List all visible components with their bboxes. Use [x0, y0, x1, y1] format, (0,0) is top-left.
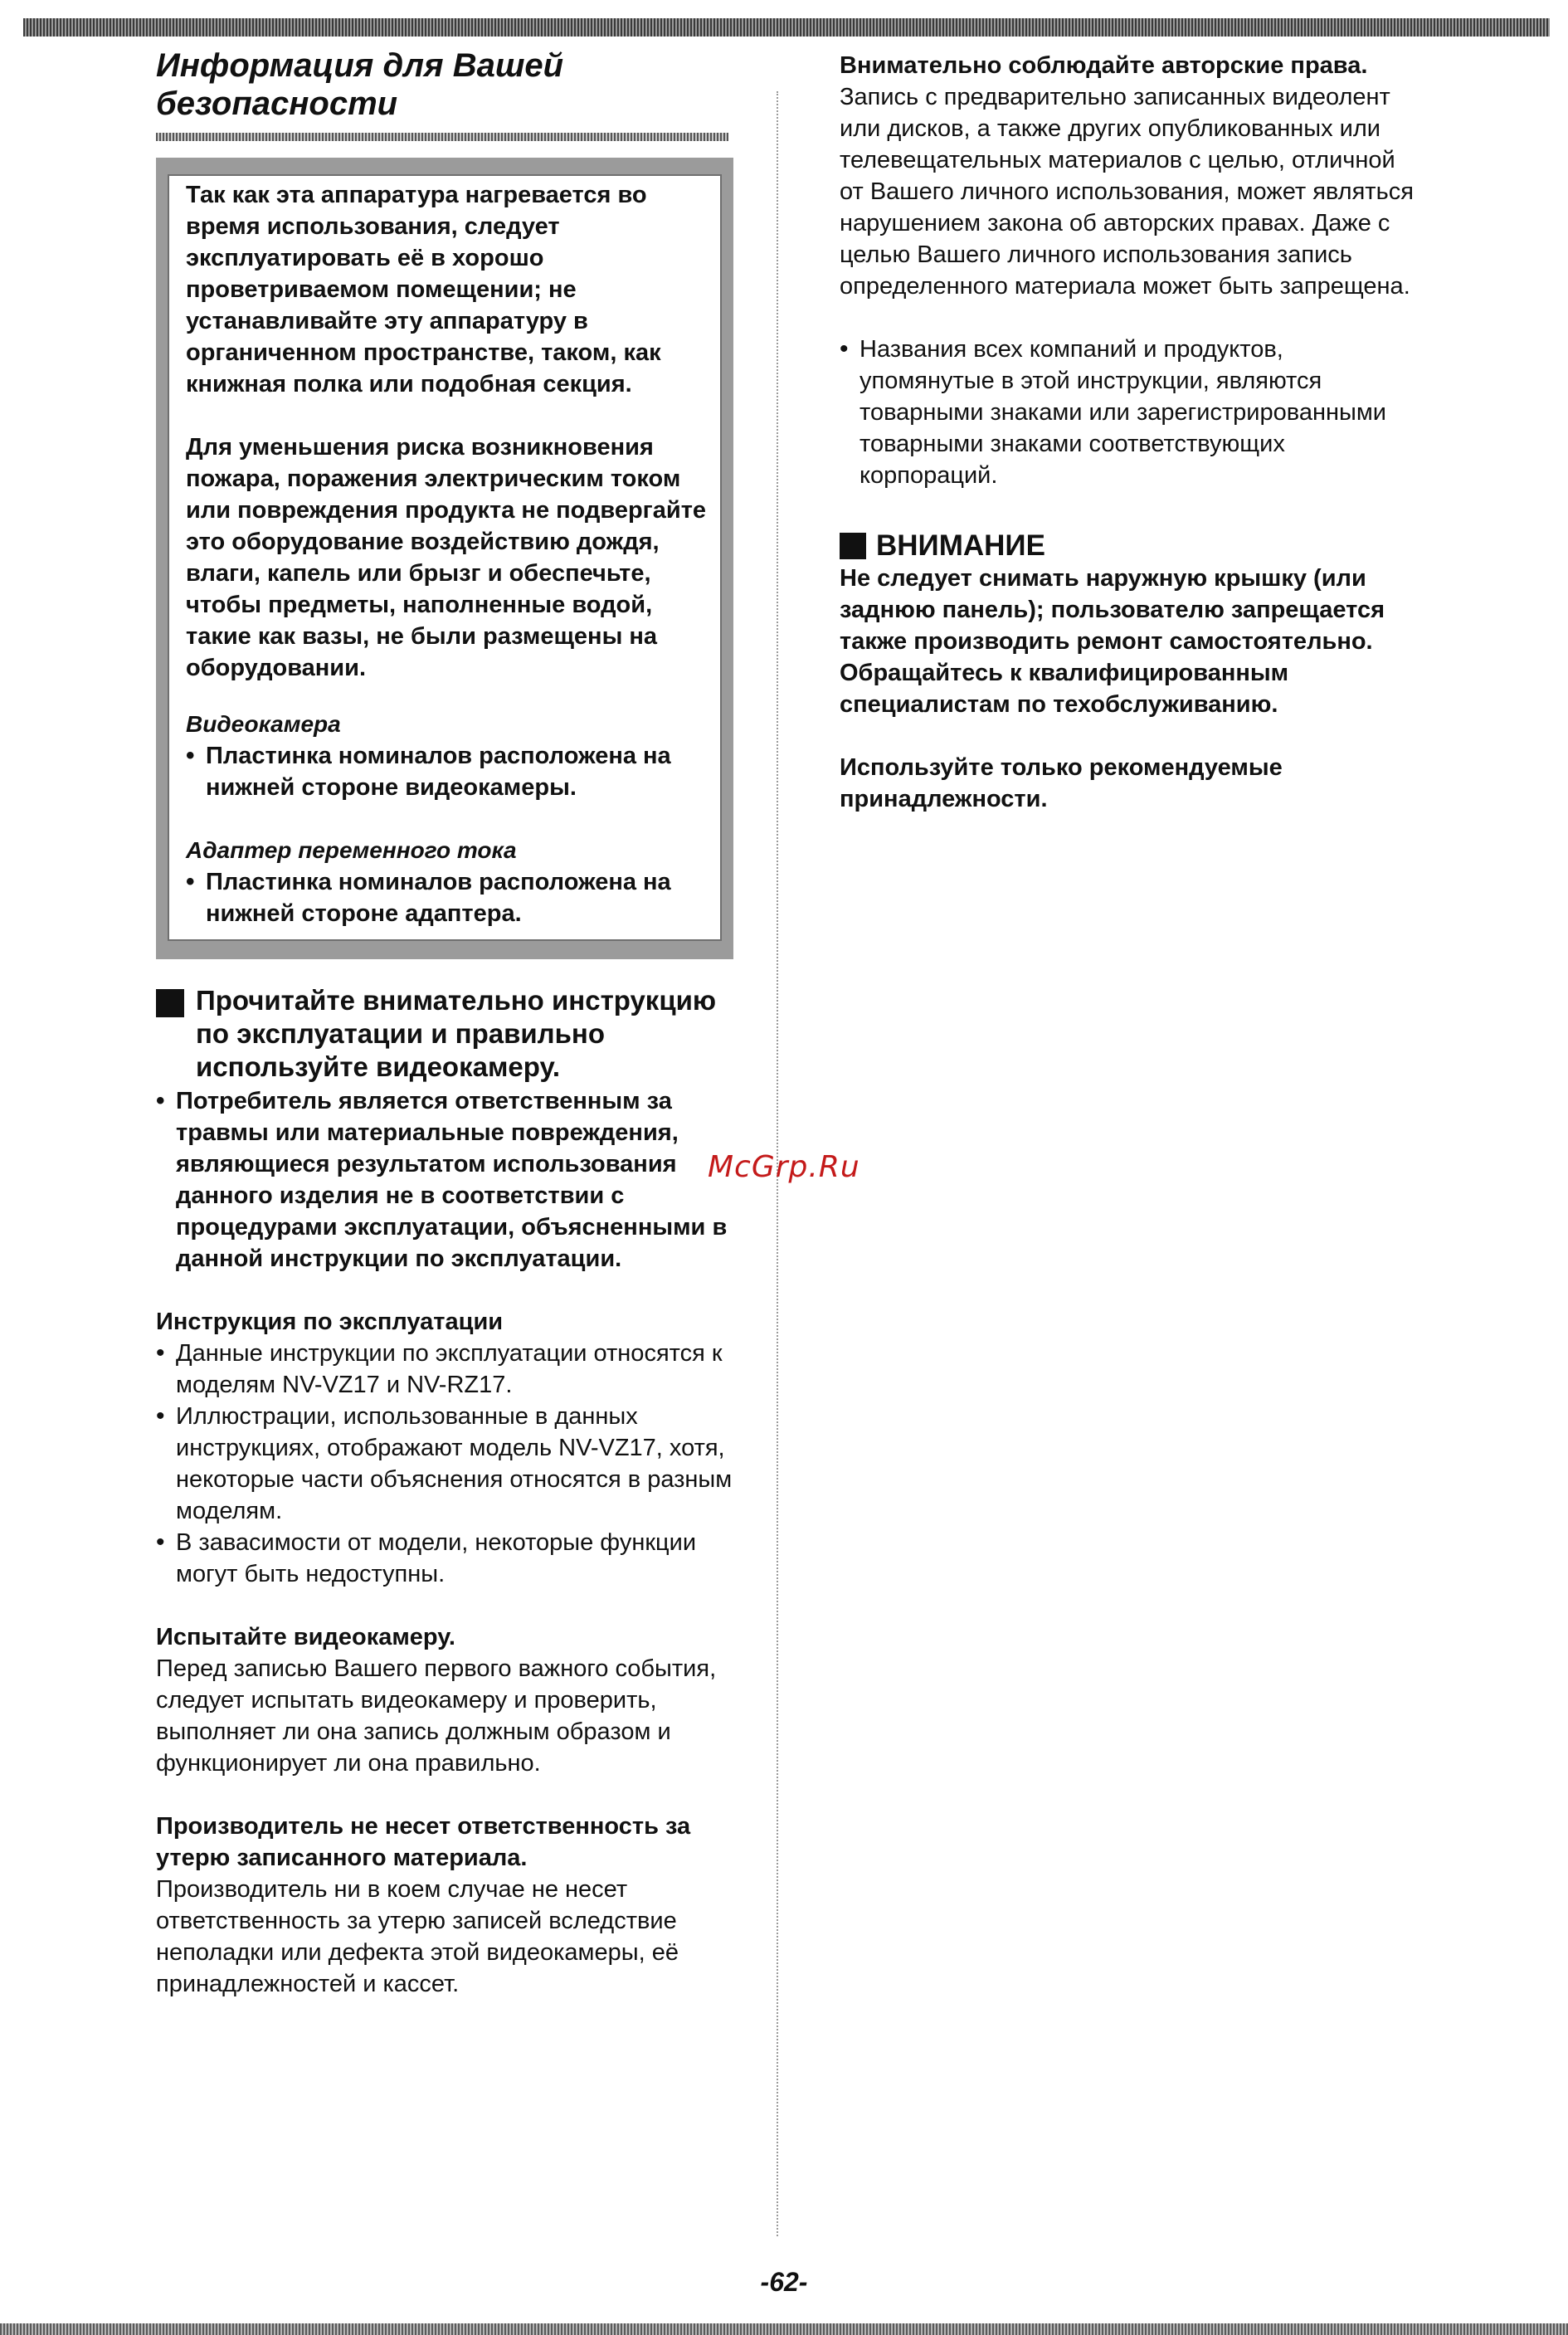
read-instructions-heading-text: Прочитайте внимательно инструкцию по эксплуатации и правильно используйте видеокамеру.: [196, 985, 717, 1082]
camera-heading: Видеокамера: [186, 711, 341, 737]
page-title: [156, 46, 737, 123]
read-instructions-heading: [156, 984, 737, 1084]
black-square-icon: [840, 533, 866, 559]
responsibility-bullet: • Потребитель является ответственным за травмы или материальные повреждения, являющиеся результатом использования данного изделия не в соответствии с процедурами эксплуатации, объясненными в данной инструкции по эксплуатации.: [156, 1085, 737, 1275]
bottom-scan-band: [0, 2323, 1568, 2335]
manual-bullet-1: • Данные инструкции по эксплуатации относятся к моделям NV-VZ17 и NV-RZ17.: [156, 1338, 737, 1401]
right-column: [840, 50, 1420, 815]
copyright-text: Запись с предварительно записанных видеолент или дисков, а также других опубликованных или телевещательных материалов с целью, отличной от Вашего личного использования, может являться нарушением закона об авторских правах. Даже с целью Вашего личного использования запись определенного материала может быть запрещена.: [840, 84, 1414, 300]
page-title-line2: безопасности: [156, 85, 398, 122]
camera-rating-bullet: • Пластинка номиналов расположена на нижней стороне видеокамеры.: [186, 740, 707, 803]
watermark: McGrp.Ru: [708, 1150, 860, 1184]
attention-text: Не следует снимать наружную крышку (или заднюю панель); пользователю запрещается также производить ремонт самостоятельно. Обращайтесь к квалифицированным специалистам по техобслуживанию.: [840, 565, 1385, 718]
accessories-text: Используйте только рекомендуемые принадлежности.: [840, 754, 1283, 812]
manual-bullet-3: • В завасимости от модели, некоторые функции могут быть недоступны.: [156, 1527, 737, 1590]
adapter-heading: Адаптер переменного тока: [186, 837, 517, 863]
left-column: [156, 46, 737, 2000]
adapter-rating-bullet: • Пластинка номиналов расположена на нижней стороне адаптера.: [186, 866, 707, 929]
safety-warning-box: [156, 158, 733, 959]
manual-bullet-2: • Иллюстрации, использованные в данных инструкциях, отображают модель NV-VZ17, хотя, некоторые части объяснения относятся в разным моделям.: [156, 1401, 737, 1527]
liability-text: Производитель ни в коем случае не несет ответственность за утерю записей вследствие неполадки или дефекта этой видеокамеры, её принадлежностей и кассет.: [156, 1876, 679, 1997]
trademark-bullet: • Названия всех компаний и продуктов, упомянутые в этой инструкции, являются товарными знаками или зарегистрированными товарными знаками соответствующих корпораций.: [840, 334, 1420, 491]
page-number: -62-: [760, 2267, 808, 2297]
black-square-icon: [156, 989, 184, 1017]
attention-heading-text: ВНИМАНИЕ: [876, 529, 1045, 562]
test-heading: Испытайте видеокамеру.: [156, 1624, 455, 1650]
liability-heading: Производитель не несет ответственность за утерю записанного материала.: [156, 1813, 691, 1871]
moisture-warning: Для уменьшения риска возникновения пожара, поражения электрическим током или повреждения продукта не подвергайте это оборудование воздействию дождя, влаги, капель или брызг и обеспечьте, чтобы предметы, наполненные водой, такие как вазы, не были размещены на оборудовании.: [186, 434, 707, 681]
copyright-heading: Внимательно соблюдайте авторские права.: [840, 52, 1368, 79]
top-scan-band: [23, 18, 1550, 37]
page-title-line1: Информация для Вашей: [156, 47, 564, 84]
ventilation-warning: Так как эта аппаратура нагревается во время использования, следует эксплуатировать её в хорошо проветриваемом помещении; не устанавливайте эту аппаратуру в органиченном пространстве, таком, как книжная полка или подобная секция.: [186, 182, 661, 397]
title-rule: [156, 133, 728, 141]
test-text: Перед записью Вашего первого важного события, следует испытать видеокамеру и проверить, выполняет ли она запись должным образом и функционирует ли она правильно.: [156, 1655, 717, 1777]
manual-heading: Инструкция по эксплуатации: [156, 1309, 504, 1335]
attention-heading: [840, 529, 1420, 563]
